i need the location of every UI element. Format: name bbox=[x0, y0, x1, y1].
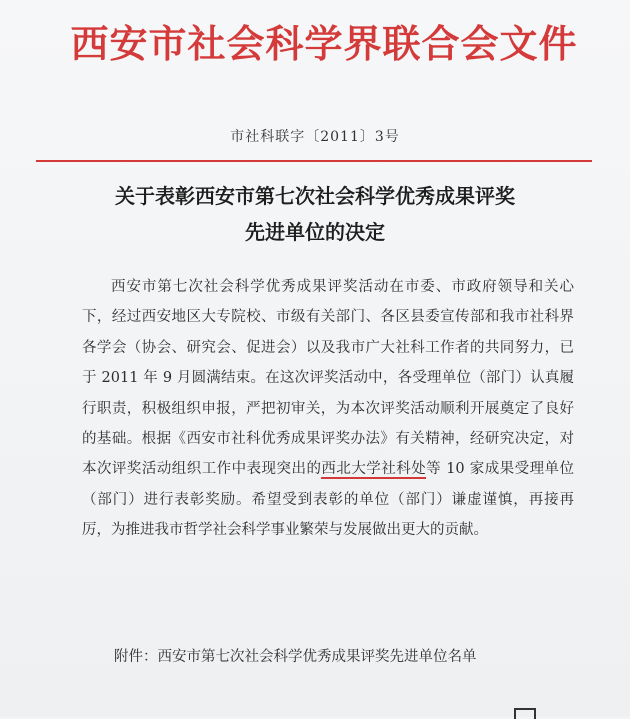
document-number: 市社科联字〔2011〕3号 bbox=[230, 129, 400, 145]
body-text-before: 西安市第七次社会科学优秀成果评奖活动在市委、市政府领导和关心下，经过西安地区大专院校、市级有关部门、各区县委宣传部和我市社科界各学会（协会、研究会、促进会）以及我市广大社科工作者的共同努力，已于 2011 年 9 月圆满结束。在这次评奖活动中，各受理单位（部门）认真履行职责，积极组织申报，严把初审关，为本次评奖活动顺利开展奠定了良好的基础。根据《西安市社科优秀成果评奖办法》有关精神，经研究决定，对本次评奖活动组织工作中表现突出的 bbox=[82, 279, 574, 478]
attachment-note: 附件：西安市第七次社会科学优秀成果评奖先进单位名单 bbox=[114, 649, 477, 665]
document-body bbox=[82, 272, 574, 546]
body-paragraph bbox=[82, 272, 574, 546]
body-text-after: 等 10 家成果受理单位（部门）进行表彰奖励。希望受到表彰的单位（部门）谦虚谨慎，再接再厉，为推进我市哲学社会科学事业繁荣与发展做出更大的贡献。 bbox=[82, 461, 575, 539]
red-divider-line bbox=[36, 160, 592, 162]
document-title-line-1: 关于表彰西安市第七次社会科学优秀成果评奖 bbox=[115, 184, 515, 208]
letterhead-title: 西安市社会科学界联合会文件 bbox=[70, 21, 578, 66]
highlighted-unit-name: 西北大学社科处 bbox=[321, 461, 427, 478]
page-corner-mark bbox=[514, 708, 536, 719]
document-title bbox=[60, 178, 570, 250]
document-title-line-2: 先进单位的决定 bbox=[245, 220, 385, 244]
